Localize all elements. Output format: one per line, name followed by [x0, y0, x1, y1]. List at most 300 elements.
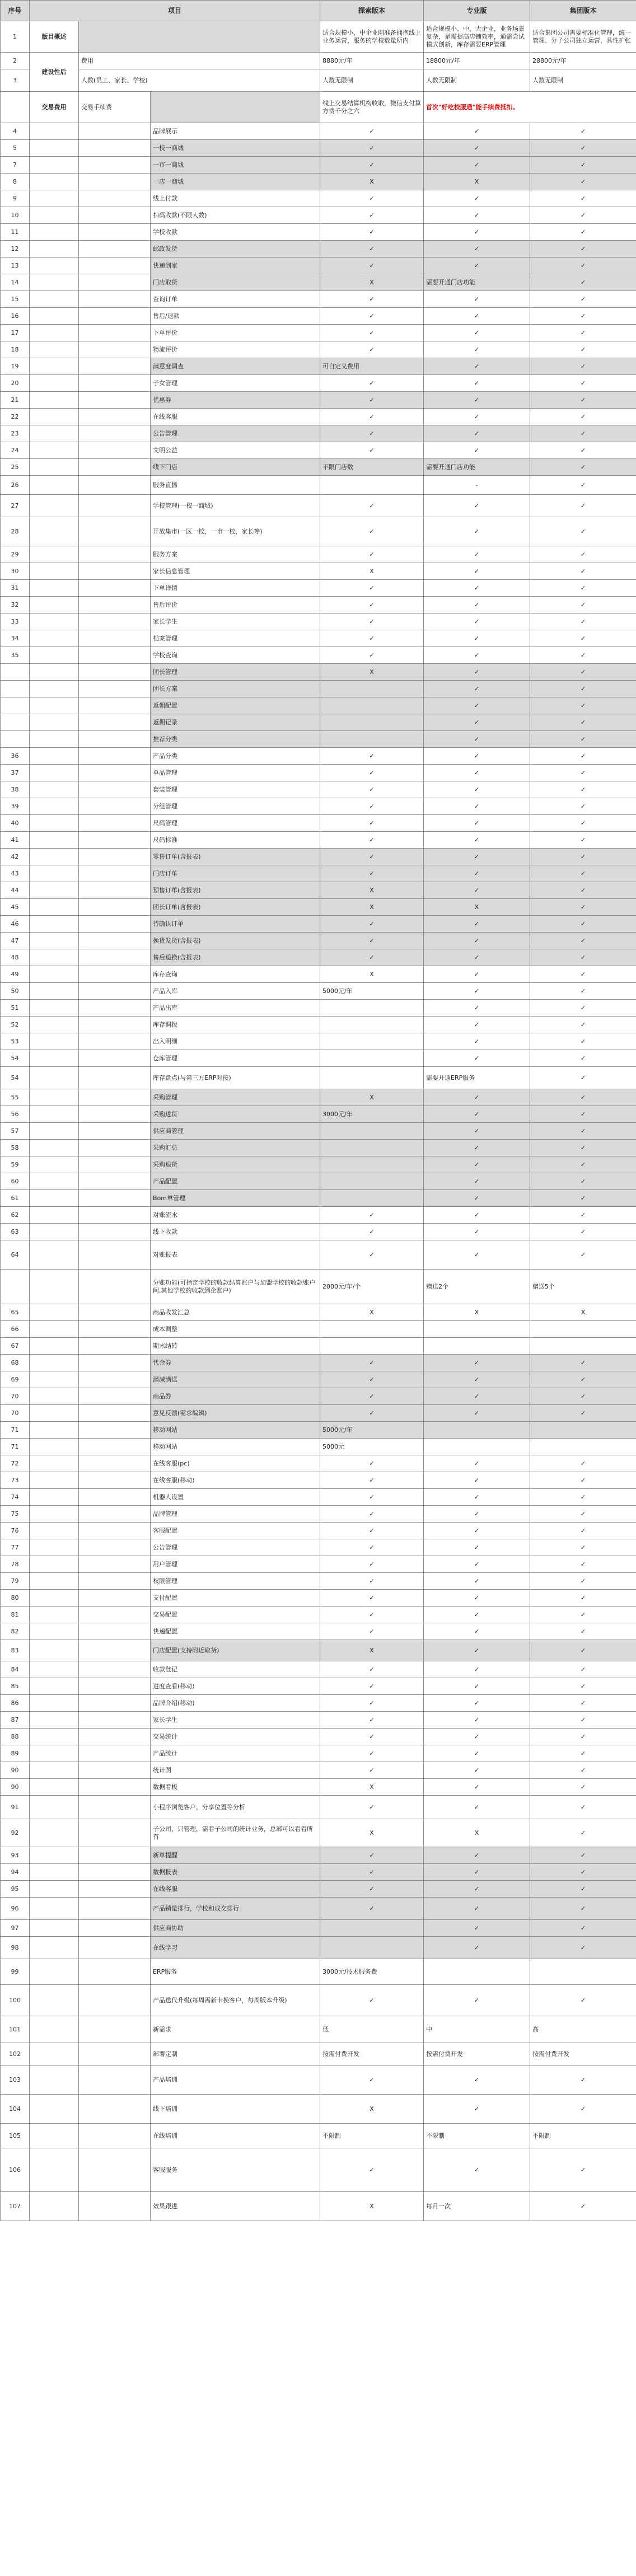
row-no: 31 [1, 580, 30, 597]
group-col [79, 714, 151, 731]
feature-label: 售后评价 [151, 597, 320, 613]
feature-label: 品牌展示 [151, 123, 320, 140]
check-mark: ✓ [424, 1207, 530, 1224]
table-row [1, 1270, 636, 1304]
feature-label: 物流评价 [151, 341, 320, 358]
cell: 适合规模小、中、大企业，业务场景复杂，是需提高店铺效率，通需尝试模式创新，库存需要ERP管理 [424, 21, 530, 53]
table-row [1, 459, 636, 476]
group-col [79, 1489, 151, 1506]
check-mark: ✓ [424, 1523, 530, 1539]
cat-col [30, 140, 79, 157]
cat-col [30, 731, 79, 748]
table-row [1, 2192, 636, 2221]
group-col [79, 375, 151, 392]
table-row [1, 882, 636, 899]
check-mark: ✓ [424, 1640, 530, 1661]
check-mark: ✓ [320, 1539, 424, 1556]
group-col [79, 983, 151, 1000]
check-mark: ✓ [530, 1089, 636, 1106]
row-no: 88 [1, 1729, 30, 1745]
cat-col [30, 1455, 79, 1472]
feature-label: 支付配置 [151, 1590, 320, 1607]
check-mark: ✓ [424, 1106, 530, 1123]
row-no: 33 [1, 613, 30, 630]
cross-mark: X [320, 899, 424, 916]
row-no: 32 [1, 597, 30, 613]
check-mark: ✓ [530, 949, 636, 966]
cat-col [30, 224, 79, 241]
row-no: 16 [1, 308, 30, 325]
check-mark: ✓ [530, 1695, 636, 1712]
table-row [1, 1304, 636, 1321]
cat-col [30, 1422, 79, 1439]
group-col [79, 1304, 151, 1321]
cell: 适合规模小、中企业刚准备拥抱线上业务运营，服务的学校数量所内 [320, 21, 424, 53]
row-no: 64 [1, 1240, 30, 1270]
table-row [1, 2066, 636, 2095]
cross-mark: X [424, 174, 530, 190]
cat-col [30, 1678, 79, 1695]
check-mark: ✓ [320, 597, 424, 613]
table-row [1, 1190, 636, 1207]
check-mark: ✓ [424, 1388, 530, 1405]
group-col [79, 1796, 151, 1819]
check-mark: ✓ [530, 1523, 636, 1539]
check-mark: ✓ [424, 2066, 530, 2095]
row-no: 9 [1, 190, 30, 207]
col-v3: 集团版本 [530, 1, 636, 21]
check-mark: ✓ [424, 933, 530, 949]
row-no [1, 681, 30, 697]
row-no: 58 [1, 1140, 30, 1156]
cat-col [30, 664, 79, 681]
table-row [1, 2095, 636, 2124]
value-cell [320, 1033, 424, 1050]
table-row [1, 409, 636, 425]
group-col [79, 1240, 151, 1270]
check-mark: ✓ [320, 123, 424, 140]
table-row [1, 1695, 636, 1712]
group-col [79, 1355, 151, 1371]
check-mark: ✓ [424, 157, 530, 174]
check-mark: ✓ [530, 517, 636, 546]
feature-label: 邮政发货 [151, 241, 320, 257]
check-mark: ✓ [320, 1355, 424, 1371]
feature-label: 品牌管理 [151, 1506, 320, 1523]
feature-label: 收款登记 [151, 1661, 320, 1678]
group-col [79, 341, 151, 358]
table-row [1, 325, 636, 341]
table-row [1, 781, 636, 798]
feature-label: 采购管理 [151, 1089, 320, 1106]
group-col [79, 1388, 151, 1405]
row-no: 45 [1, 899, 30, 916]
check-mark: ✓ [424, 546, 530, 563]
feature-label: 公告管理 [151, 1539, 320, 1556]
group-col [79, 765, 151, 781]
check-mark: ✓ [530, 495, 636, 517]
cat-col [30, 647, 79, 664]
table-row [1, 1819, 636, 1847]
cat-col [30, 630, 79, 647]
table-row [1, 1796, 636, 1819]
table-row [1, 916, 636, 933]
check-mark: ✓ [530, 714, 636, 731]
check-mark: ✓ [530, 190, 636, 207]
check-mark: ✓ [424, 207, 530, 224]
table-row [1, 1523, 636, 1539]
row-no: 95 [1, 1881, 30, 1898]
cat-col [30, 325, 79, 341]
check-mark: ✓ [424, 1695, 530, 1712]
check-mark: ✓ [320, 781, 424, 798]
table-row [1, 966, 636, 983]
table-row [1, 697, 636, 714]
cat-col [30, 1573, 79, 1590]
check-mark: ✓ [424, 1920, 530, 1937]
feature-label: 品牌介绍(移动) [151, 1695, 320, 1712]
feature-label: 一市一商城 [151, 157, 320, 174]
row-no: 98 [1, 1937, 30, 1959]
group-col [79, 949, 151, 966]
table-row [1, 2124, 636, 2148]
check-mark: ✓ [320, 291, 424, 308]
check-mark: ✓ [320, 517, 424, 546]
table-row [1, 257, 636, 274]
check-mark: ✓ [424, 1539, 530, 1556]
cat-col [30, 1304, 79, 1321]
check-mark: ✓ [530, 476, 636, 495]
group-col [79, 1190, 151, 1207]
feature-label: 换货发货(含报表) [151, 933, 320, 949]
cat-col [30, 1506, 79, 1523]
check-mark: ✓ [530, 597, 636, 613]
check-mark: ✓ [424, 798, 530, 815]
check-mark: ✓ [530, 1762, 636, 1779]
value-cell [320, 731, 424, 748]
row-no: 54 [1, 1050, 30, 1067]
row-no: 55 [1, 1089, 30, 1106]
check-mark: ✓ [530, 697, 636, 714]
check-mark: ✓ [530, 1864, 636, 1881]
check-mark: ✓ [424, 291, 530, 308]
row-no: 49 [1, 966, 30, 983]
table-row [1, 1762, 636, 1779]
value-cell: 低 [320, 2016, 424, 2043]
table-row [1, 1623, 636, 1640]
group-col [79, 1864, 151, 1881]
group-col [79, 291, 151, 308]
group-col [79, 157, 151, 174]
check-mark: ✓ [530, 1920, 636, 1937]
cat-col [30, 1745, 79, 1762]
group-col [79, 476, 151, 495]
check-mark: ✓ [530, 157, 636, 174]
table-row [1, 1779, 636, 1796]
row-no: 99 [1, 1959, 30, 1985]
group-col [79, 613, 151, 630]
cell: 费用 [79, 53, 320, 69]
feature-label: 扫码收款(不限人数) [151, 207, 320, 224]
check-mark: ✓ [424, 358, 530, 375]
row-no: 43 [1, 865, 30, 882]
cat-col [30, 832, 79, 849]
cat-col [30, 1539, 79, 1556]
check-mark: ✓ [320, 1864, 424, 1881]
row-no: 25 [1, 459, 30, 476]
cell: 人数无限制 [320, 69, 424, 92]
feature-label: 新单提醒 [151, 1847, 320, 1864]
cat-col [30, 1489, 79, 1506]
cat-col [30, 781, 79, 798]
feature-label: 出入明细 [151, 1033, 320, 1050]
cross-mark: X [320, 1779, 424, 1796]
group-col [79, 1661, 151, 1678]
cat-col [30, 849, 79, 865]
feature-label: 待确认订单 [151, 916, 320, 933]
check-mark: ✓ [530, 308, 636, 325]
check-mark: ✓ [530, 580, 636, 597]
cat-col [30, 1796, 79, 1819]
value-cell [320, 1190, 424, 1207]
row-no: 86 [1, 1695, 30, 1712]
feature-label: 在线学习 [151, 1937, 320, 1959]
feature-label: 尺码标准 [151, 832, 320, 849]
feature-label: 线下门店 [151, 459, 320, 476]
table-row [1, 1106, 636, 1123]
check-mark: ✓ [424, 375, 530, 392]
check-mark: ✓ [320, 2148, 424, 2192]
group-col [79, 1623, 151, 1640]
feature-label: 团长方案 [151, 681, 320, 697]
row-no: 92 [1, 1819, 30, 1847]
value-cell: 赠送2个 [424, 1270, 530, 1304]
cat-col [30, 1000, 79, 1017]
cross-mark: X [424, 1304, 530, 1321]
check-mark: ✓ [530, 1050, 636, 1067]
row-no: 77 [1, 1539, 30, 1556]
cat-col [30, 2192, 79, 2221]
table-row [1, 174, 636, 190]
check-mark: ✓ [320, 224, 424, 241]
group-col [79, 1937, 151, 1959]
table-row [1, 731, 636, 748]
row-no: 78 [1, 1556, 30, 1573]
cat-col [30, 1033, 79, 1050]
group-col [79, 1156, 151, 1173]
table-row [1, 1881, 636, 1898]
cat-col [30, 1355, 79, 1371]
table-row [1, 1506, 636, 1523]
feature-label: 返佣配置 [151, 697, 320, 714]
row-no: 13 [1, 257, 30, 274]
check-mark: ✓ [530, 392, 636, 409]
check-mark: ✓ [530, 2066, 636, 2095]
group-col [79, 1607, 151, 1623]
check-mark: ✓ [424, 1472, 530, 1489]
feature-label: 权限管理 [151, 1573, 320, 1590]
row-no: 17 [1, 325, 30, 341]
cat-col [30, 748, 79, 765]
check-mark: ✓ [320, 207, 424, 224]
check-mark: ✓ [530, 409, 636, 425]
feature-label: 服务直播 [151, 476, 320, 495]
cat-col [30, 274, 79, 291]
cat-col [30, 1439, 79, 1455]
group-col [79, 1881, 151, 1898]
cross-mark: X [320, 966, 424, 983]
value-cell: 每月一次 [424, 2192, 530, 2221]
check-mark: ✓ [424, 1985, 530, 2016]
feature-label: 产品配置 [151, 1173, 320, 1190]
row-no: 67 [1, 1338, 30, 1355]
cat-col [30, 1321, 79, 1338]
check-mark: ✓ [530, 1140, 636, 1156]
table-row [1, 1050, 636, 1067]
row-no: 73 [1, 1472, 30, 1489]
feature-label: 线上付款 [151, 190, 320, 207]
check-mark: ✓ [424, 1033, 530, 1050]
check-mark: ✓ [530, 899, 636, 916]
check-mark: ✓ [530, 832, 636, 849]
row-no: 8 [1, 174, 30, 190]
feature-label: 商品收发汇总 [151, 1304, 320, 1321]
table-row [1, 1573, 636, 1590]
feature-label: 快递到家 [151, 257, 320, 274]
feature-label: 产品销量排行，学校和成交排行 [151, 1898, 320, 1920]
row-no: 83 [1, 1640, 30, 1661]
cat-col [30, 1695, 79, 1712]
check-mark: ✓ [424, 409, 530, 425]
cat-col [30, 1050, 79, 1067]
check-mark: ✓ [530, 1779, 636, 1796]
feature-label: 下单详情 [151, 580, 320, 597]
row-no: 52 [1, 1017, 30, 1033]
row-no: 91 [1, 1796, 30, 1819]
check-mark: ✓ [424, 442, 530, 459]
table-row [1, 1405, 636, 1422]
check-mark: ✓ [424, 517, 530, 546]
table-row [1, 832, 636, 849]
group-col [79, 832, 151, 849]
check-mark: ✓ [530, 1640, 636, 1661]
feature-label: 子公司，只管理，需看子公司的统计业务，总部可以看看所有 [151, 1819, 320, 1847]
group-col [79, 546, 151, 563]
group-col [79, 517, 151, 546]
row-no: 107 [1, 2192, 30, 2221]
row-no [1, 664, 30, 681]
check-mark: ✓ [320, 1729, 424, 1745]
group-col [79, 882, 151, 899]
table-row [1, 1207, 636, 1224]
group-col [79, 1920, 151, 1937]
feature-label: 套装管理 [151, 781, 320, 798]
check-mark: ✓ [424, 1762, 530, 1779]
cat-col [30, 442, 79, 459]
cross-mark: X [320, 2095, 424, 2124]
row-no: 100 [1, 1985, 30, 2016]
row-no: 87 [1, 1712, 30, 1729]
check-mark: ✓ [530, 257, 636, 274]
group-col [79, 392, 151, 409]
group-col [79, 325, 151, 341]
group-col [79, 1439, 151, 1455]
check-mark: ✓ [320, 933, 424, 949]
group-col [79, 459, 151, 476]
check-mark: ✓ [320, 2066, 424, 2095]
check-mark: ✓ [320, 1371, 424, 1388]
check-mark: ✓ [320, 1573, 424, 1590]
row-no: 57 [1, 1123, 30, 1140]
feature-label: 家长信息管理 [151, 563, 320, 580]
check-mark: ✓ [320, 647, 424, 664]
check-mark: ✓ [320, 1207, 424, 1224]
cross-mark: X [320, 664, 424, 681]
value-cell: 5000元/年 [320, 1422, 424, 1439]
group-col [79, 1898, 151, 1920]
check-mark: ✓ [424, 1156, 530, 1173]
value-cell: 5000元/年 [320, 983, 424, 1000]
check-mark: ✓ [424, 2148, 530, 2192]
cat-col [30, 2016, 79, 2043]
value-cell [320, 1173, 424, 1190]
group-col [79, 1695, 151, 1712]
feature-label: 快递配置 [151, 1623, 320, 1640]
row-no: 29 [1, 546, 30, 563]
note-cell: 首次"好吃校服通"能手续费抵扣。 [424, 92, 636, 123]
feature-label: 一店一商城 [151, 174, 320, 190]
check-mark: ✓ [320, 1898, 424, 1920]
check-mark: ✓ [424, 1017, 530, 1033]
cell: 人数无限制 [530, 69, 636, 92]
feature-label: 文明公益 [151, 442, 320, 459]
row-no: 60 [1, 1173, 30, 1190]
row-no: 24 [1, 442, 30, 459]
cat-col [30, 1847, 79, 1864]
feature-label: ERP服务 [151, 1959, 320, 1985]
group-col [79, 1405, 151, 1422]
check-mark: ✓ [320, 308, 424, 325]
feature-label: 交易统计 [151, 1729, 320, 1745]
cat-col [30, 563, 79, 580]
group-col [79, 409, 151, 425]
row-no: 19 [1, 358, 30, 375]
check-mark: ✓ [320, 1762, 424, 1779]
row-no: 47 [1, 933, 30, 949]
check-mark: ✓ [424, 748, 530, 765]
group-col [79, 1590, 151, 1607]
group-col [79, 257, 151, 274]
check-mark: ✓ [530, 1156, 636, 1173]
table-row [1, 1338, 636, 1355]
check-mark: ✓ [530, 1847, 636, 1864]
cat-col [30, 1661, 79, 1678]
group-col [79, 1050, 151, 1067]
check-mark: ✓ [424, 1224, 530, 1240]
check-mark: ✓ [530, 681, 636, 697]
header-row [1, 1, 636, 21]
check-mark: ✓ [424, 308, 530, 325]
check-mark: ✓ [320, 1678, 424, 1695]
feature-label: Bom单管理 [151, 1190, 320, 1207]
row-no: 70 [1, 1388, 30, 1405]
group-col [79, 1847, 151, 1864]
cross-mark: X [320, 882, 424, 899]
feature-label: 数据报表 [151, 1864, 320, 1881]
check-mark: ✓ [424, 1898, 530, 1920]
group-col [79, 174, 151, 190]
col-v2: 专业版 [424, 1, 530, 21]
